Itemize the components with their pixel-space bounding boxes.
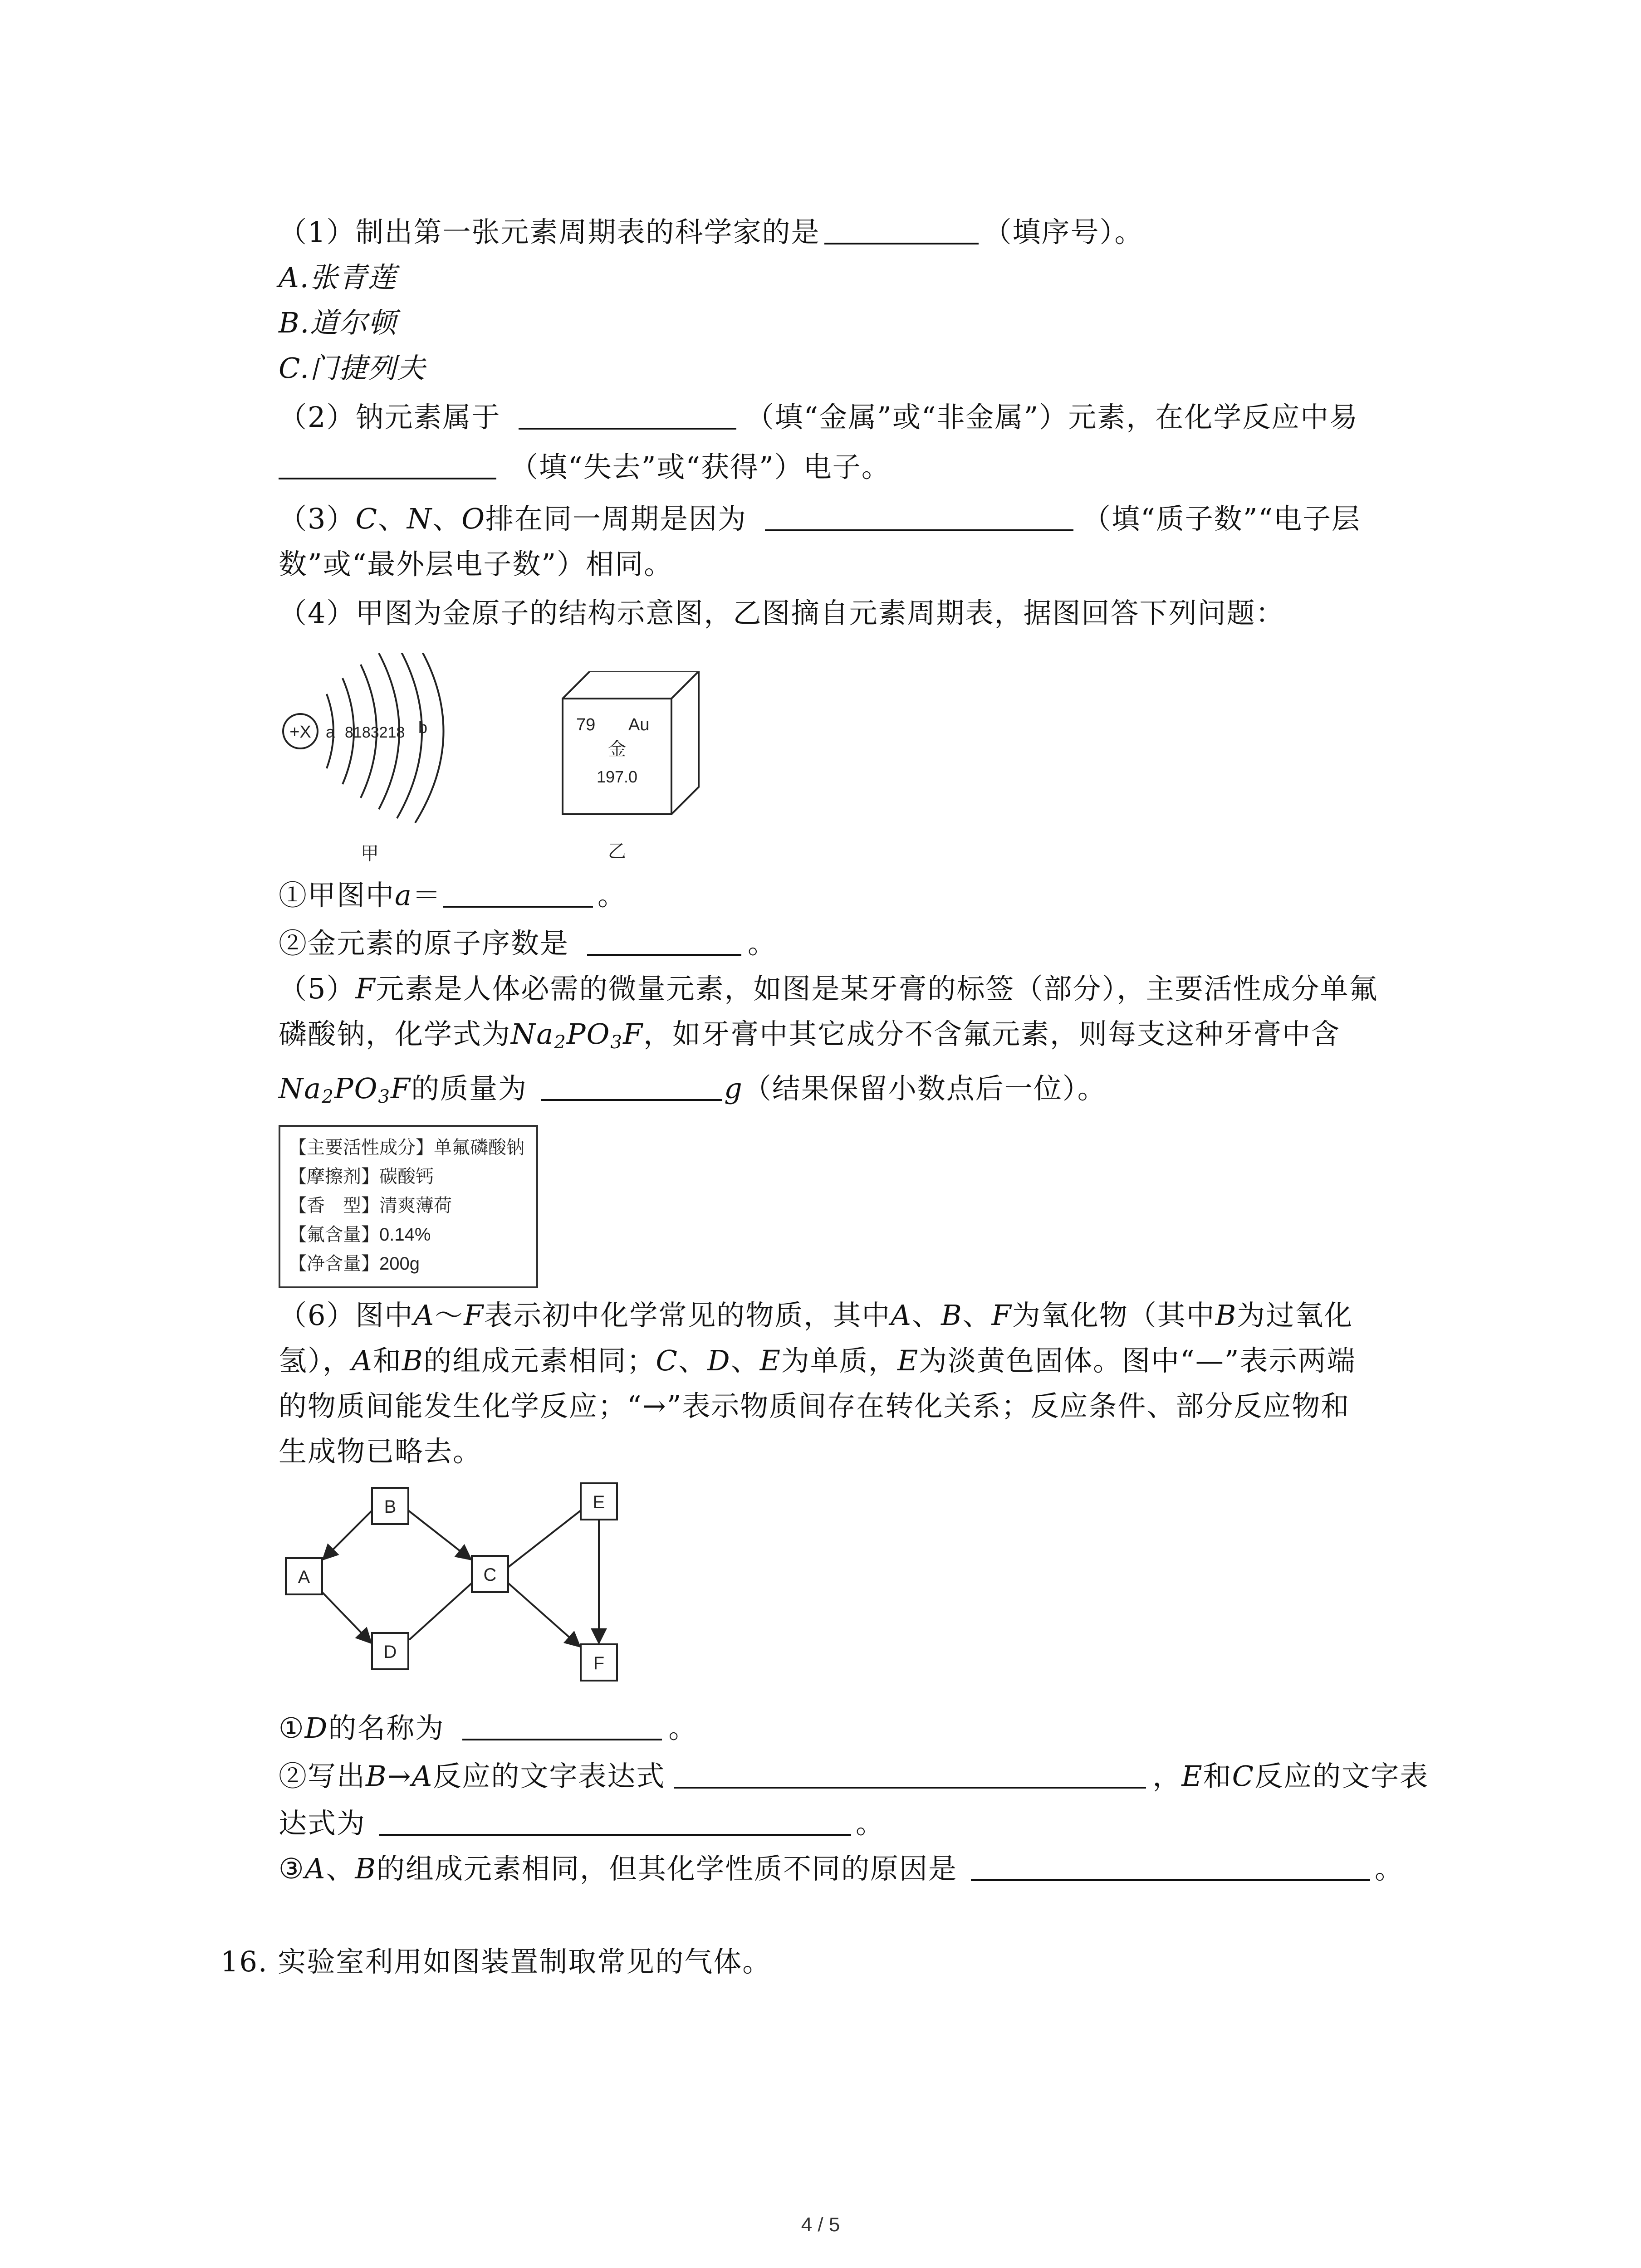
shell-a-label: a [326, 723, 335, 741]
node-a-label: A [298, 1567, 310, 1587]
answer-blank-q4-1[interactable] [443, 880, 593, 908]
node-b-label: B [384, 1497, 397, 1517]
q2-line2: （填“失去”或“获得”）电子。 [279, 449, 891, 485]
periodic-table-cell-gold [558, 671, 730, 866]
q4-stem: （4）甲图为金原子的结构示意图，乙图摘自元素周期表，据图回答下列问题： [279, 596, 1285, 630]
q5-line2: 磷酸钠，化学式为$Na_2PO_3F$，如牙膏中其它成分不含氟元素，则每支这种牙膏中含 [279, 1017, 1341, 1053]
answer-blank-q2-1[interactable] [519, 402, 736, 430]
q3-line1: （3）C、N、O排在同一周期是因为 （填“质子数”“电子层 [279, 502, 1361, 535]
q1-option-c: C.门捷列夫 [279, 352, 426, 385]
line-c-e [508, 1510, 581, 1567]
q1-option-a: A.张青莲 [279, 261, 397, 294]
q1-option-b: B.道尔顿 [279, 306, 397, 339]
arrow-a-to-d [322, 1592, 371, 1643]
answer-blank-q4-2[interactable] [587, 929, 741, 956]
q5-line3: $Na_2PO_3F$的质量为 g（结果保留小数点后一位）。 [279, 1072, 1107, 1108]
element-name: 金 [608, 739, 626, 759]
node-d-label: D [383, 1642, 397, 1662]
figure-caption-jia: 甲 [361, 844, 379, 864]
arrow-b-to-a [323, 1510, 372, 1559]
toothpaste-label [279, 1125, 538, 1288]
arrow-c-to-f [508, 1583, 580, 1647]
q4-sub1: ①甲图中a＝ 。 [279, 879, 627, 912]
answer-blank-q6-3[interactable] [971, 1854, 1370, 1881]
node-f-label: F [593, 1653, 605, 1673]
page-number: 4 / 5 [801, 2214, 840, 2236]
q6-sub3: ③A、B的组成元素相同，但其化学性质不同的原因是 。 [279, 1852, 1404, 1885]
answer-blank-q5[interactable] [541, 1074, 722, 1101]
line-c-d [409, 1583, 472, 1640]
node-e-label: E [593, 1492, 605, 1512]
answer-blank-q2-2[interactable] [279, 452, 496, 479]
node-c-label: C [483, 1565, 497, 1585]
nucleus-charge: +X [289, 723, 311, 742]
q6-line3: 的物质间能发生化学反应；“→”表示物质间存在转化关系；反应条件、部分反应物和 [279, 1389, 1350, 1422]
answer-blank-q6-2b[interactable] [379, 1809, 851, 1836]
q6-sub1: ①D的名称为 。 [279, 1711, 698, 1745]
q5-line1: （5）F元素是人体必需的微量元素，如图是某牙膏的标签（部分），主要活性成分单氟 [279, 972, 1378, 1005]
figure-caption-yi: 乙 [608, 841, 626, 861]
electron-counts: 8183218 [345, 724, 405, 741]
shell-b-label: b [418, 718, 428, 737]
q6-sub2-line2: 达式为 。 [279, 1807, 885, 1840]
label-net-content: 【净含量】200g [289, 1254, 420, 1274]
label-fluorine-content: 【氟含量】0.14% [289, 1225, 431, 1245]
answer-blank-q6-2a[interactable] [674, 1761, 1146, 1789]
element-symbol: Au [628, 715, 650, 734]
question-16: 16. 实验室利用如图装置制取常见的气体。 [220, 1945, 772, 1978]
label-flavor: 【香 型】清爽薄荷 [289, 1196, 452, 1216]
atomic-mass: 197.0 [596, 767, 638, 786]
q6-line4: 生成物已略去。 [279, 1435, 482, 1468]
label-abrasive: 【摩擦剂】碳酸钙 [289, 1167, 434, 1187]
q4-sub2: ②金元素的原子序数是 。 [279, 927, 777, 960]
formula-na2po3f-2: $Na_2PO_3F$ [279, 1072, 411, 1108]
q6-line1: （6）图中A～F表示初中化学常见的物质，其中A、B、F为氧化物（其中B为过氧化 [279, 1299, 1353, 1332]
q3-line2: 数”或“最外层电子数”）相同。 [279, 547, 673, 581]
answer-blank-q3[interactable] [765, 504, 1073, 531]
gold-atom-structure-diagram [272, 653, 481, 866]
q6-line2: 氢），A和B的组成元素相同；C、D、E为单质，E为淡黄色固体。图中“—”表示两端 [279, 1344, 1356, 1377]
formula-na2po3f: $Na_2PO_3F$ [511, 1017, 644, 1053]
answer-blank-q6-1[interactable] [462, 1713, 662, 1740]
substance-relation-diagram [272, 1479, 653, 1715]
q6-sub2-line1: ②写出B→A反应的文字表达式 ，E和C反应的文字表 [279, 1760, 1429, 1793]
atomic-number: 79 [576, 715, 596, 734]
q2-line1: （2）钠元素属于 （填“金属”或“非金属”）元素，在化学反应中易 [279, 401, 1359, 434]
label-active-ingredient: 【主要活性成分】单氟磷酸钠 [289, 1138, 524, 1158]
answer-blank-q1[interactable] [824, 217, 979, 244]
arrow-b-to-c [408, 1510, 471, 1559]
q1-stem: （1）制出第一张元素周期表的科学家的是 （填序号）。 [279, 215, 1144, 249]
